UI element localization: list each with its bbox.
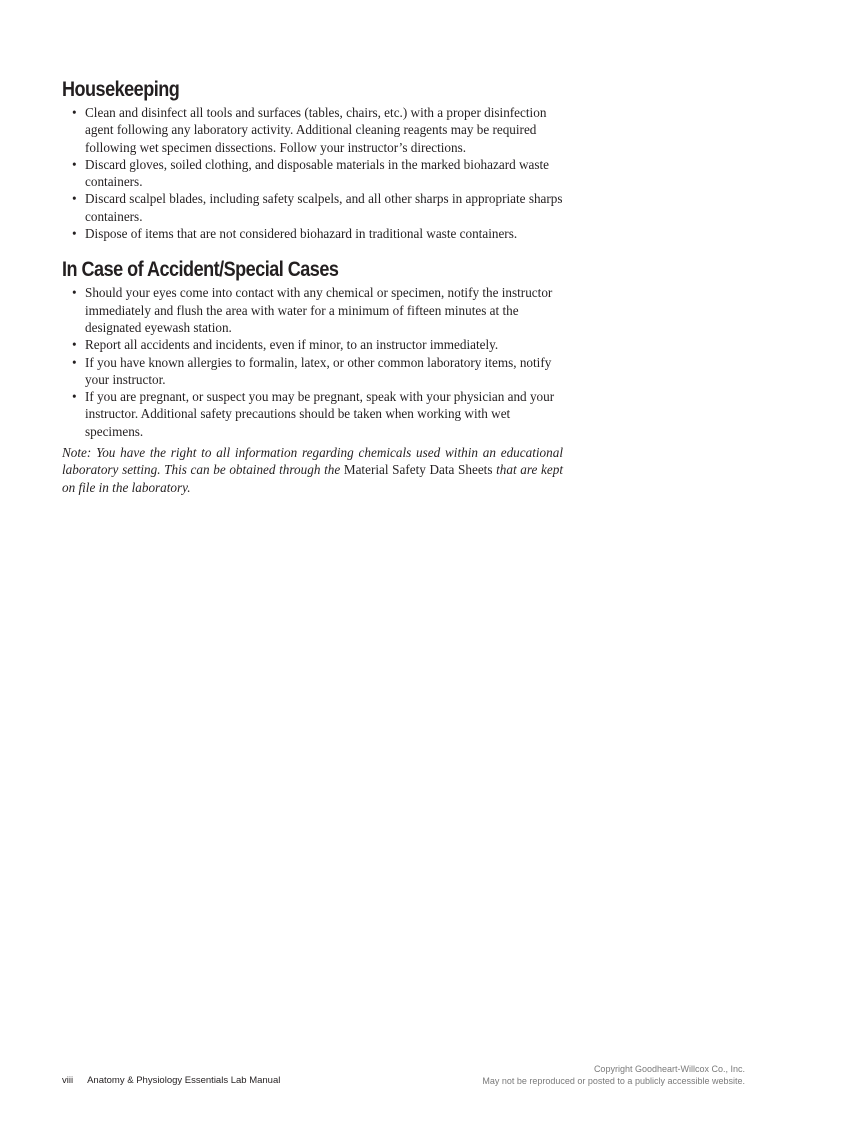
note-text-italic-2: that are kept on file in the laboratory.	[62, 462, 564, 495]
bullet-icon: •	[72, 156, 77, 172]
footer-left	[62, 1075, 280, 1086]
note-text-italic-1: Note: You have the right to all information regarding chemicals used within an educational laboratory setting. This can be obtained through the	[62, 445, 563, 478]
page-content	[62, 76, 563, 496]
list-item: • If you are pregnant, or suspect you may be pregnant, speak with your physician and your instructor. Additional safety precautions should be taken when working with wet specimens.	[72, 389, 555, 439]
accident-section	[62, 256, 563, 440]
note-text-msds: Material Safety Data Sheets	[343, 462, 493, 478]
bullet-icon: •	[72, 105, 77, 120]
copyright-line-2: May not be reproduced or posted to a publicly accessible website.	[482, 1076, 745, 1086]
section-heading-accident: In Case of Accident/Special Cases	[62, 258, 339, 282]
bullet-icon: •	[72, 389, 77, 405]
list-item: • Should your eyes come into contact with any chemical or specimen, notify the instructor immediately and flush the area with water for a minimum of fifteen minutes at the designated eyewash station.	[72, 285, 553, 335]
page-number: viii	[62, 1075, 74, 1086]
bullet-icon: •	[72, 226, 77, 242]
list-item: • Clean and disinfect all tools and surfaces (tables, chairs, etc.) with a proper disinfection agent following any laboratory activity. Additional cleaning reagents may be required following wet specimen dissections. Follow your instructor’s directions.	[72, 105, 547, 155]
list-item: • Discard gloves, soiled clothing, and disposable materials in the marked biohazard waste containers.	[72, 156, 549, 190]
copyright-line-1: Copyright Goodheart-Willcox Co., Inc.	[593, 1064, 745, 1074]
list-item: • Report all accidents and incidents, even if minor, to an instructor immediately.	[72, 337, 499, 353]
accident-list	[62, 284, 563, 440]
bullet-icon: •	[72, 285, 77, 301]
safety-note	[62, 444, 563, 496]
list-item: • Discard scalpel blades, including safety scalpels, and all other sharps in appropriate sharps containers.	[72, 191, 563, 224]
copyright-notice	[482, 1063, 745, 1087]
bullet-icon: •	[72, 354, 77, 370]
book-title: Anatomy & Physiology Essentials Lab Manual	[87, 1075, 281, 1086]
bullet-icon: •	[72, 337, 77, 353]
list-item: • If you have known allergies to formalin, latex, or other common laboratory items, notify your instructor.	[72, 354, 552, 387]
section-heading-housekeeping: Housekeeping	[62, 78, 180, 101]
bullet-icon: •	[72, 191, 77, 207]
housekeeping-list	[62, 104, 563, 242]
list-item: • Dispose of items that are not considered biohazard in traditional waste containers.	[72, 226, 518, 242]
housekeeping-section	[62, 76, 563, 242]
